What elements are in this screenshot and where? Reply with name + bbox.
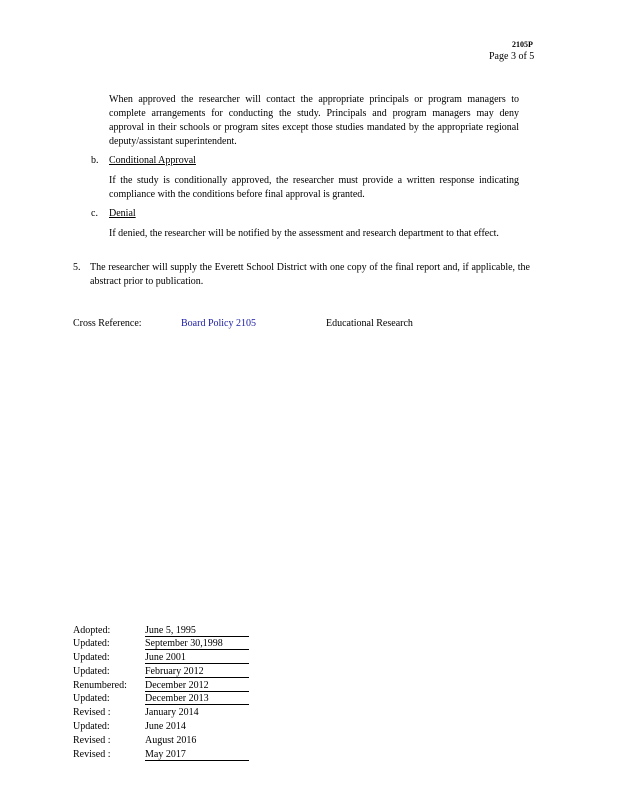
history-label: Revised : — [73, 707, 111, 718]
history-label: Adopted: — [73, 625, 111, 636]
history-label: Updated: — [73, 652, 110, 663]
history-label: Updated: — [73, 693, 110, 704]
history-date: December 2013 — [145, 692, 249, 705]
history-label: Revised : — [73, 735, 111, 746]
history-date: February 2012 — [145, 665, 249, 678]
history-label: Revised : — [73, 749, 111, 760]
history-date: June 2014 — [145, 721, 186, 732]
history-label: Updated: — [73, 638, 110, 649]
history-date: September 30,1998 — [145, 637, 249, 650]
board-policy-link[interactable]: Board Policy 2105 — [181, 318, 256, 329]
item-5-number: 5. — [73, 262, 81, 273]
page-number: Page 3 of 5 — [489, 51, 535, 62]
cross-reference-title: Educational Research — [326, 318, 413, 329]
denial-paragraph: If denied, the researcher will be notified by the assessment and research department to that effect. — [109, 228, 499, 239]
conditional-approval-paragraph: If the study is conditionally approved, the researcher must provide a written response indicating compliance with the conditions before final approval is granted. — [109, 175, 519, 200]
history-label: Renumbered: — [73, 680, 127, 691]
cross-reference-label: Cross Reference: — [73, 318, 142, 329]
subsection-c-marker: c. — [91, 208, 98, 219]
history-date: August 2016 — [145, 735, 197, 746]
section-a-continued-paragraph: When approved the researcher will contact the appropriate principals or program managers to complete arrangements for conducting the study. Principals and program managers may deny approval in their schools or program sites except those studies mandated by the appropriate regional deputy/assistant superintendent. — [109, 94, 519, 147]
history-date: June 2001 — [145, 651, 249, 664]
item-5-paragraph: The researcher will supply the Everett School District with one copy of the final report and, if applicable, the abstract prior to publication. — [90, 262, 530, 287]
history-date: December 2012 — [145, 679, 249, 692]
history-date: June 5, 1995 — [145, 624, 249, 637]
history-date: May 2017 — [145, 748, 249, 761]
document-code: 2105P — [512, 40, 533, 49]
history-label: Updated: — [73, 666, 110, 677]
conditional-approval-heading: Conditional Approval — [109, 155, 196, 166]
subsection-b-marker: b. — [91, 155, 99, 166]
history-date: January 2014 — [145, 707, 199, 718]
history-label: Updated: — [73, 721, 110, 732]
denial-heading: Denial — [109, 208, 136, 219]
